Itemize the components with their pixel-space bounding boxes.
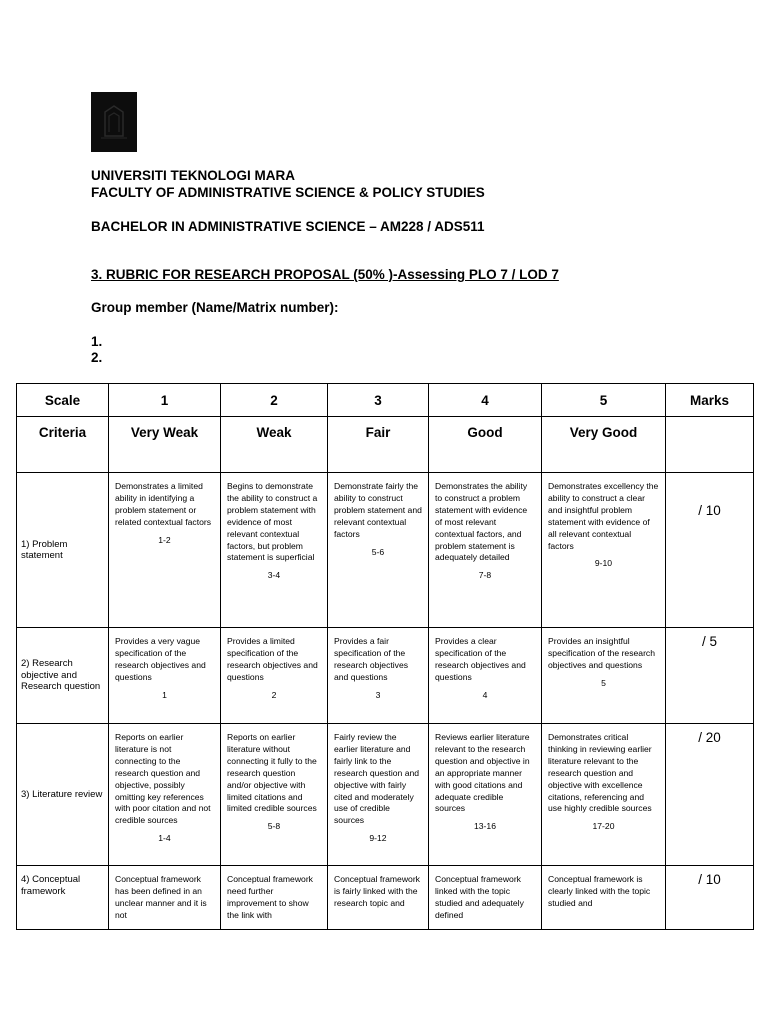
descriptor-text: Conceptual framework is fairly linked with the research topic and [334,874,420,908]
rubric-row [17,866,754,930]
score-range: 2 [271,689,277,700]
score-range: 5 [601,677,606,688]
scale-name: Weak [221,417,328,473]
descriptor-text: Demonstrates excellency the ability to construct a clear and insightful problem statement with evidence of all relevant contextual factors [548,481,659,551]
university-name: UNIVERSITI TEKNOLOGI MARA [91,168,296,183]
member-2: 2. [91,350,103,365]
descriptor-text: Demonstrates the ability to construct a problem statement with evidence of most relevant contextual factors, and problem statement is adequately detailed [435,481,528,563]
descriptor-cell [109,724,221,866]
scale-number: 5 [542,384,666,417]
descriptor-cell [429,866,542,930]
marks-cell: / 20 [666,724,754,866]
score-range: 1-4 [158,833,171,844]
rubric-table [16,383,754,930]
criteria-header: Criteria [17,417,109,473]
descriptor-cell [328,628,429,724]
descriptor-text: Demonstrates a limited ability in identifying a problem statement or related contextual factors [115,481,212,527]
scale-number: 1 [109,384,221,417]
score-range: 3-4 [267,570,281,581]
descriptor-text: Conceptual framework need further improvement to show the link with [227,874,313,920]
score-range: 5-6 [371,546,385,557]
marks-cell: / 5 [666,628,754,724]
rubric-row [17,473,754,628]
criterion-label: 4) Conceptual framework [17,866,109,930]
descriptor-cell [542,628,666,724]
descriptor-text: Provides a clear specification of the research objectives and questions [435,636,526,682]
descriptor-cell [429,473,542,628]
descriptor-cell [328,724,429,866]
scale-number: 4 [429,384,542,417]
descriptor-cell [221,473,328,628]
descriptor-text: Provides a limited specification of the research objectives and questions [227,636,318,682]
faculty-name: FACULTY OF ADMINISTRATIVE SCIENCE & POLICY STUDIES [91,185,485,200]
rubric-row [17,724,754,866]
group-member-label: Group member (Name/Matrix number): [91,300,339,315]
rubric-title: 3. RUBRIC FOR RESEARCH PROPOSAL (50% )-Assessing PLO 7 / LOD 7 [91,267,559,282]
descriptor-text: Provides a very vague specification of the research objectives and questions [115,636,206,682]
descriptor-text: Demonstrates critical thinking in reviewing earlier literature relevant to the research question and objective with excellence citations, referencing and use highly credible sources [548,732,652,814]
descriptor-cell [221,866,328,930]
criterion-label: 2) Research objective and Research question [17,628,109,724]
programme-name: BACHELOR IN ADMINISTRATIVE SCIENCE – AM228 / ADS511 [91,219,485,234]
criterion-label: 1) Problem statement [17,473,109,628]
descriptor-cell [109,473,221,628]
descriptor-text: Reports on earlier literature without connecting it fully to the research question and/or objective with limited citations and limited credible sources [227,732,317,814]
scale-number: 3 [328,384,429,417]
marks-cell: / 10 [666,866,754,930]
marks-empty-cell [666,417,754,473]
descriptor-cell [109,866,221,930]
rubric-row [17,628,754,724]
score-range: 5-8 [267,821,281,832]
scale-name: Very Good [542,417,666,473]
descriptor-cell [429,724,542,866]
descriptor-cell [542,866,666,930]
score-range: 17-20 [592,821,615,832]
score-range: 4 [482,689,488,700]
descriptor-text: Demonstrate fairly the ability to construct problem statement and relevant contextual factors [334,481,422,539]
logo-emblem [91,92,137,152]
score-range: 1-2 [158,534,171,545]
descriptor-cell [542,724,666,866]
marks-cell: / 10 [666,473,754,628]
descriptor-text: Fairly review the earlier literature and fairly link to the research question and objective with fairly cited and moderately use of credible sources [334,732,420,826]
descriptor-cell [221,628,328,724]
descriptor-text: Begins to demonstrate the ability to construct a problem statement with evidence of most relevant contextual factors, but problem statement is superficial [227,481,318,563]
scale-number: 2 [221,384,328,417]
descriptor-text: Conceptual framework linked with the topic studied and adequately defined [435,874,524,920]
descriptor-text: Reports on earlier literature is not connecting to the research question and objective, possibly omitting key references with poor citation and not credible sources [115,732,211,826]
scale-row [17,384,754,417]
scale-name: Fair [328,417,429,473]
score-range: 9-12 [369,833,387,844]
descriptor-text: Provides an insightful specification of the research objectives and questions [548,636,656,670]
member-1: 1. [91,334,103,349]
marks-header: Marks [666,384,754,417]
scale-name: Very Weak [109,417,221,473]
score-range: 9-10 [594,558,613,569]
descriptor-cell [328,866,429,930]
score-range: 7-8 [478,570,492,581]
descriptor-text: Conceptual framework has been defined in an unclear manner and it is not [115,874,207,920]
descriptor-text: Reviews earlier literature relevant to the research question and objective in an appropriate manner with good citations and adequate credible sources [435,732,530,814]
descriptor-cell [542,473,666,628]
descriptor-text: Conceptual framework is clearly linked with the topic studied and [548,874,651,908]
score-range: 1 [162,689,167,700]
university-logo [91,92,137,152]
descriptor-cell [109,628,221,724]
criterion-label: 3) Literature review [17,724,109,866]
scale-header: Scale [17,384,109,417]
descriptor-text: Provides a fair specification of the research objectives and questions [334,636,409,682]
descriptor-cell [328,473,429,628]
descriptor-cell [221,724,328,866]
scale-name: Good [429,417,542,473]
descriptor-cell [429,628,542,724]
score-range: 3 [375,689,381,700]
score-range: 13-16 [474,821,496,832]
criteria-row [17,417,754,473]
